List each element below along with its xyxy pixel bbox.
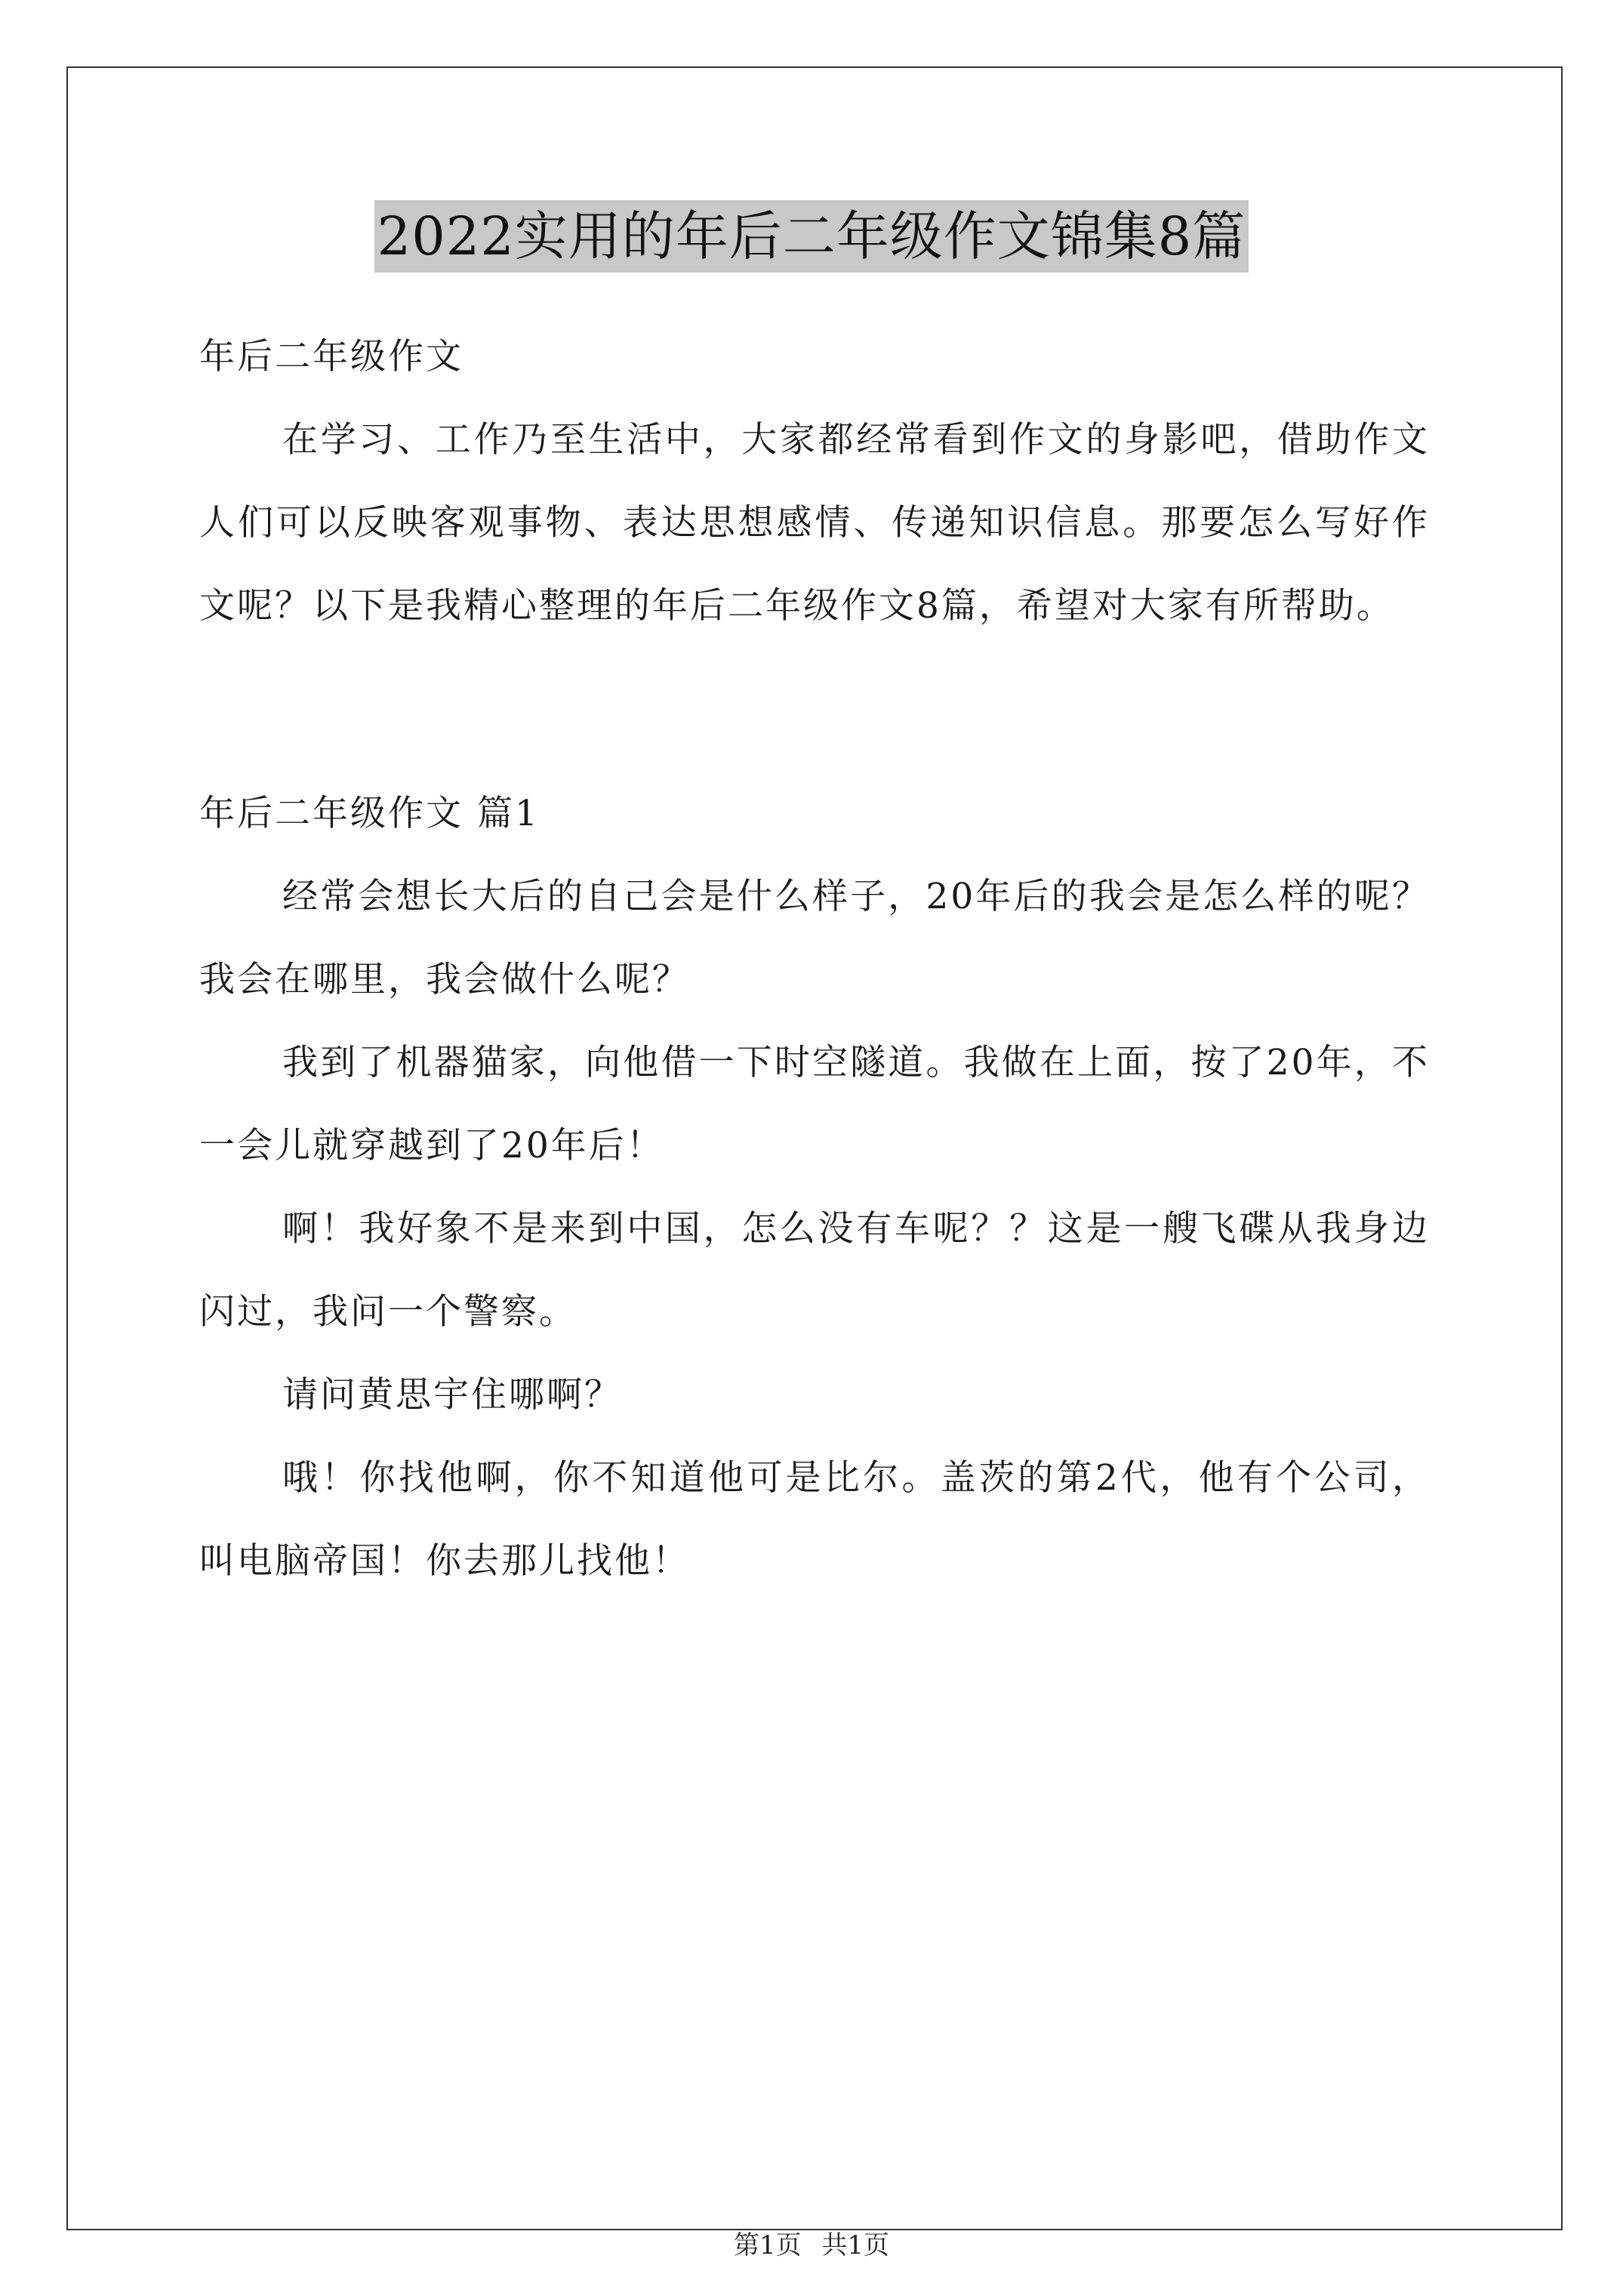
section1-heading: 年后二年级作文 篇1 [199,793,540,834]
document-body [199,316,1430,1603]
section1-paragraph-3: 啊！我好象不是来到中国，怎么没有车呢？？这是一艘飞碟从我身边闪过，我问一个警察。 [199,1208,1430,1333]
page-footer [0,2224,1623,2261]
page-number-current: 第1页 [733,2230,802,2261]
page-number-total: 共1页 [821,2230,890,2261]
title-container [0,200,1623,273]
section1-paragraph-2: 我到了机器猫家，向他借一下时空隧道。我做在上面，按了20年，不一会儿就穿越到了20年后！ [199,1042,1430,1166]
section1-paragraph-4: 请问黄思宇住哪啊？ [282,1374,622,1416]
section-gap [199,648,1430,772]
section1-paragraph-1: 经常会想长大后的自己会是什么样子，20年后的我会是怎么样的呢？我会在哪里，我会做什么呢？ [199,876,1430,1000]
document-title: 2022实用的年后二年级作文锦集8篇 [374,200,1249,273]
section1-paragraph-5: 哦！你找他啊，你不知道他可是比尔。盖茨的第2代，他有个公司，叫电脑帝国！你去那儿找他！ [199,1457,1430,1582]
intro-paragraph: 在学习、工作乃至生活中，大家都经常看到作文的身影吧，借助作文人们可以反映客观事物、表达思想感情、传递知识信息。那要怎么写好作文呢？以下是我精心整理的年后二年级作文8篇，希望对大家有所帮助。 [199,419,1430,627]
intro-heading: 年后二年级作文 [199,336,463,378]
